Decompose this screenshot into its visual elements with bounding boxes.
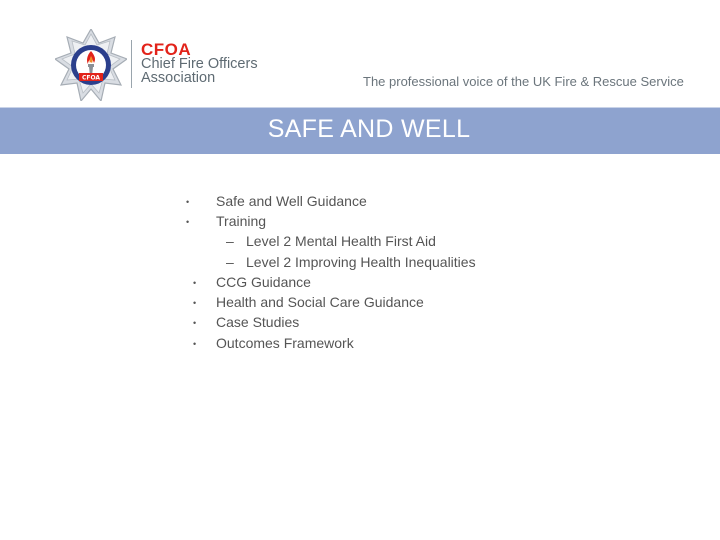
title-bar: [0, 107, 720, 154]
org-abbreviation: CFOA: [141, 40, 192, 59]
bullet-marker: •: [186, 197, 190, 207]
bullet-marker: •: [193, 318, 197, 328]
dash-marker: –: [226, 233, 234, 249]
list-item-text: Safe and Well Guidance: [216, 193, 367, 209]
bullet-marker: •: [186, 217, 190, 227]
bullet-marker: •: [193, 339, 197, 349]
org-name: [141, 57, 281, 85]
tagline: The professional voice of the UK Fire & Rescue Service: [363, 74, 684, 89]
list-item-text: Health and Social Care Guidance: [216, 294, 424, 310]
slide-title: SAFE AND WELL: [267, 115, 471, 143]
sub-list-item-text: Level 2 Improving Health Inequalities: [246, 254, 476, 270]
list-item-text: Case Studies: [216, 314, 300, 330]
list-item-text: Training: [216, 213, 267, 229]
sub-list-item-text: Level 2 Mental Health First Aid: [246, 233, 436, 249]
org-name-line2: Association: [141, 70, 216, 86]
list-item-text: CCG Guidance: [216, 274, 311, 290]
header-divider: [131, 40, 132, 88]
badge-text: CFOA: [81, 74, 101, 82]
org-name-line1: Chief Fire Officers: [141, 56, 258, 72]
bullet-marker: •: [193, 298, 197, 308]
cfoa-badge-logo-icon: [55, 29, 127, 101]
header: [0, 0, 720, 107]
dash-marker: –: [226, 254, 234, 270]
bullet-marker: •: [193, 278, 197, 288]
list-item-text: Outcomes Framework: [216, 335, 354, 351]
